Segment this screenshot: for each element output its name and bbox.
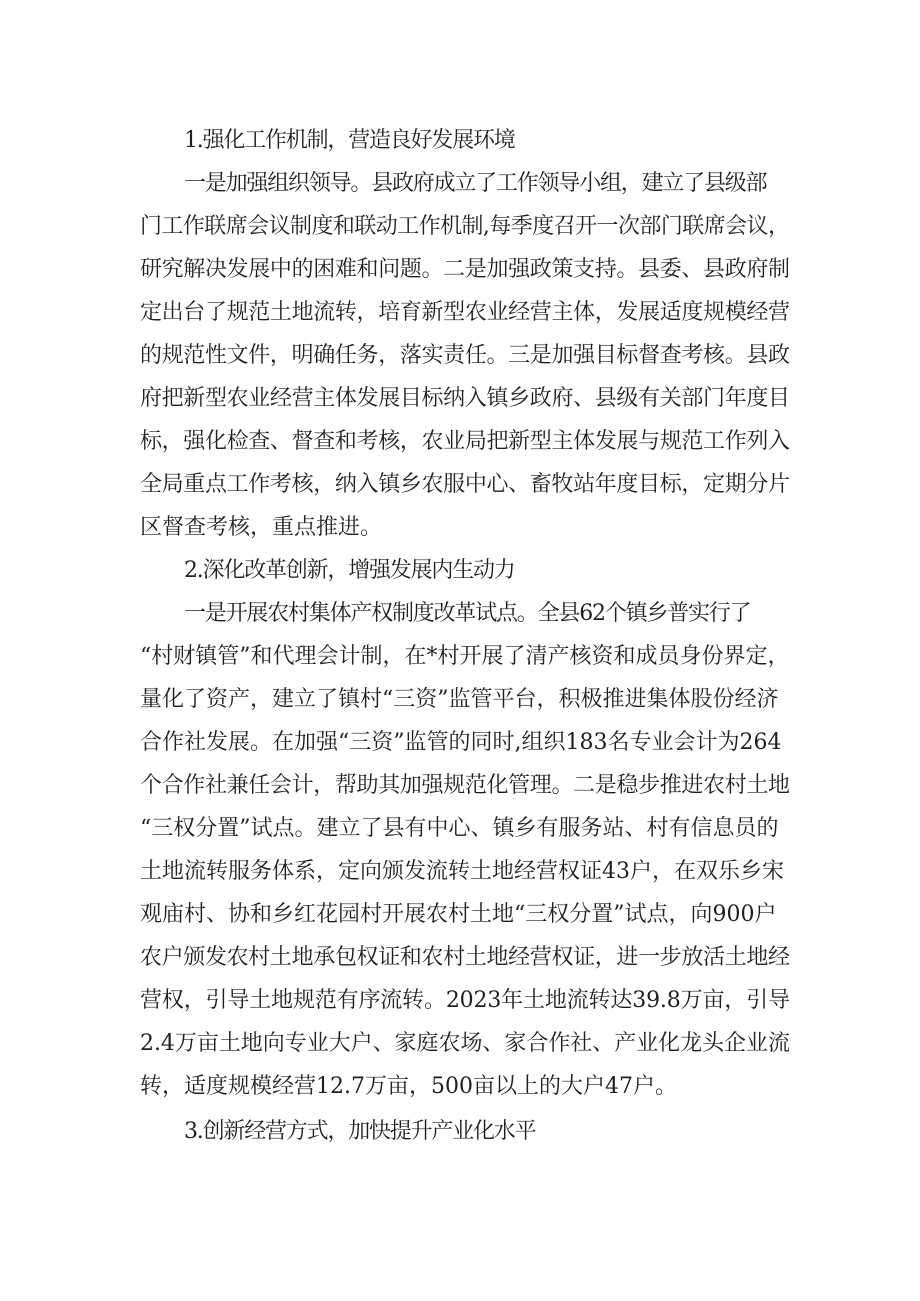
paragraph-line: 合作社发展。在加强“三资”监管的同时,组织183名专业会计为264	[140, 730, 782, 755]
paragraph-line: 研究解决发展中的困难和问题。二是加强政策支持。县委、县政府制	[140, 257, 790, 282]
paragraph-line: 一是加强组织领导。县政府成立了工作领导小组，建立了县级部	[184, 171, 767, 196]
paragraph-line: 区督查考核，重点推进。	[140, 515, 383, 540]
paragraph-line: 门工作联席会议制度和联动工作机制,每季度召开一次部门联席会议，	[140, 214, 790, 239]
paragraph-line: 观庙村、协和乡红花园村开展农村土地“三权分置”试点，向900户	[140, 902, 777, 927]
paragraph-line: 的规范性文件，明确任务，落实责任。三是加强目标督查考核。县政	[140, 343, 790, 368]
paragraph-line: 个合作社兼任会计，帮助其加强规范化管理。二是稳步推进农村土地	[140, 773, 790, 798]
paragraph-line: 标，强化检查、督查和考核，农业局把新型主体发展与规范工作列入	[140, 429, 790, 454]
section-heading: 2.深化改革创新，增强发展内生动力	[184, 558, 515, 583]
paragraph-line: 全局重点工作考核，纳入镇乡农服中心、畜牧站年度目标，定期分片	[140, 472, 790, 497]
paragraph-line: 营权，引导土地规范有序流转。2023年土地流转达39.8万亩，引导	[140, 988, 790, 1013]
paragraph-line: 转，适度规模经营12.7万亩，500亩以上的大户47户。	[140, 1074, 677, 1099]
paragraph-line: 2.4万亩土地向专业大户、家庭农场、家合作社、产业化龙头企业流	[140, 1031, 790, 1056]
section-heading: 3.创新经营方式，加快提升产业化水平	[184, 1119, 536, 1144]
paragraph-line: 定出台了规范土地流转，培育新型农业经营主体，发展适度规模经营	[140, 300, 790, 325]
paragraph-line: “村财镇管”和代理会计制，在*村开展了清产核资和成员身份界定，	[140, 644, 790, 669]
paragraph-line: 土地流转服务体系，定向颁发流转土地经营权证43户，在双乐乡宋	[140, 859, 784, 884]
paragraph-line: 府把新型农业经营主体发展目标纳入镇乡政府、县级有关部门年度目	[140, 386, 790, 411]
paragraph-line: “三权分置”试点。建立了县有中心、镇乡有服务站、村有信息员的	[140, 816, 779, 841]
paragraph-line: 量化了资产，建立了镇村“三资”监管平台，积极推进集体股份经济	[140, 687, 779, 712]
paragraph-line: 一是开展农村集体产权制度改革试点。全县62个镇乡普实行了	[184, 601, 751, 626]
paragraph-line: 农户颁发农村土地承包权证和农村土地经营权证，进一步放活土地经	[140, 945, 790, 970]
section-heading: 1.强化工作机制，营造良好发展环境	[184, 128, 515, 153]
